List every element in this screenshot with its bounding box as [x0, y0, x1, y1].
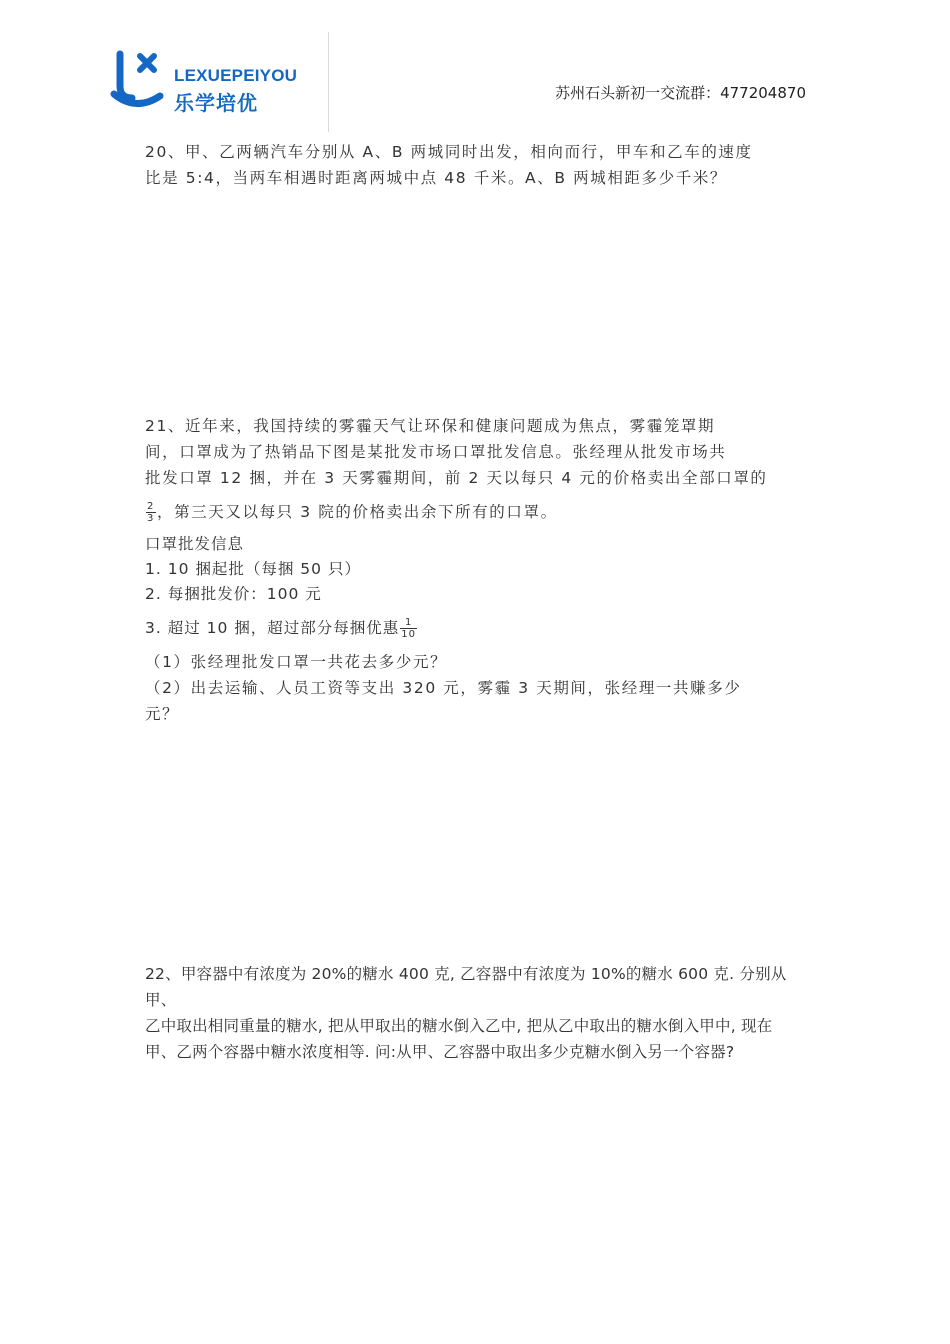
info-title: 口罩批发信息 [145, 535, 245, 553]
fraction-two-thirds: $\frac{2}{3}$ [147, 501, 155, 524]
q21-line-2: 间，口罩成为了热销品下图是某批发市场口罩批发信息。张经理从批发市场共 [145, 443, 727, 461]
q21-sub-question-2-line-1: （2）出去运输、人员工资等支出 320 元，雾霾 3 天期间，张经理一共赚多少 [145, 679, 742, 697]
q20-line-2: 比是 5:4，当两车相遇时距离两城中点 48 千米。A、B 两城相距多少千米？ [145, 169, 728, 187]
q21-line-1: 21、近年来，我国持续的雾霾天气让环保和健康问题成为焦点，雾霾笼罩期 [145, 417, 716, 435]
page-header [0, 0, 950, 140]
q22-line-2: 乙中取出相同重量的糖水, 把从甲取出的糖水倒入乙中, 把从乙中取出的糖水倒入甲中, 现在 [145, 1017, 773, 1035]
q21-line-3: 批发口罩 12 捆，并在 3 天雾霾期间，前 2 天以每只 4 元的价格卖出全部口罩的 [145, 469, 768, 487]
group-contact: 苏州石头新初一交流群：477204870 [555, 84, 806, 102]
logo-mark-icon [110, 50, 170, 112]
q21-line-4 [145, 495, 810, 529]
question-20 [145, 139, 810, 191]
q22-line-1: 22、甲容器中有浓度为 20%的糖水 400 克, 乙容器中有浓度为 10%的糖水 600 克. 分别从甲、 [145, 965, 787, 1009]
info-item-3: 3. 超过 10 捆，超过部分每捆优惠 $\frac{1}{10}$ [145, 617, 417, 640]
q21-sub-question-1: （1）张经理批发口罩一共花去多少元？ [145, 653, 448, 671]
mask-wholesale-info [145, 532, 810, 645]
q21-sub-question-2-line-2: 元？ [145, 705, 180, 723]
info-item-1: 1. 10 捆起批（每捆 50 只） [145, 560, 361, 578]
fraction-one-tenth: $\frac{1}{10}$ [401, 617, 417, 640]
q21-line-4-text: ，第三天又以每只 3 院的价格卖出余下所有的口罩。 [156, 503, 558, 521]
logo-text-en: LEXUEPEIYOU [174, 66, 298, 85]
q22-line-3: 甲、乙两个容器中糖水浓度相等. 问:从甲、乙容器中取出多少克糖水倒入另一个容器? [145, 1043, 735, 1061]
header-divider [328, 32, 329, 132]
question-22 [145, 961, 817, 1065]
q20-line-1: 20、甲、乙两辆汽车分别从 A、B 两城同时出发，相向而行，甲车和乙车的速度 [145, 143, 753, 161]
info-item-2: 2. 每捆批发价：100 元 [145, 585, 322, 603]
logo [110, 50, 330, 120]
logo-text-cn: 乐学培优 [174, 91, 258, 115]
question-21 [145, 413, 810, 727]
